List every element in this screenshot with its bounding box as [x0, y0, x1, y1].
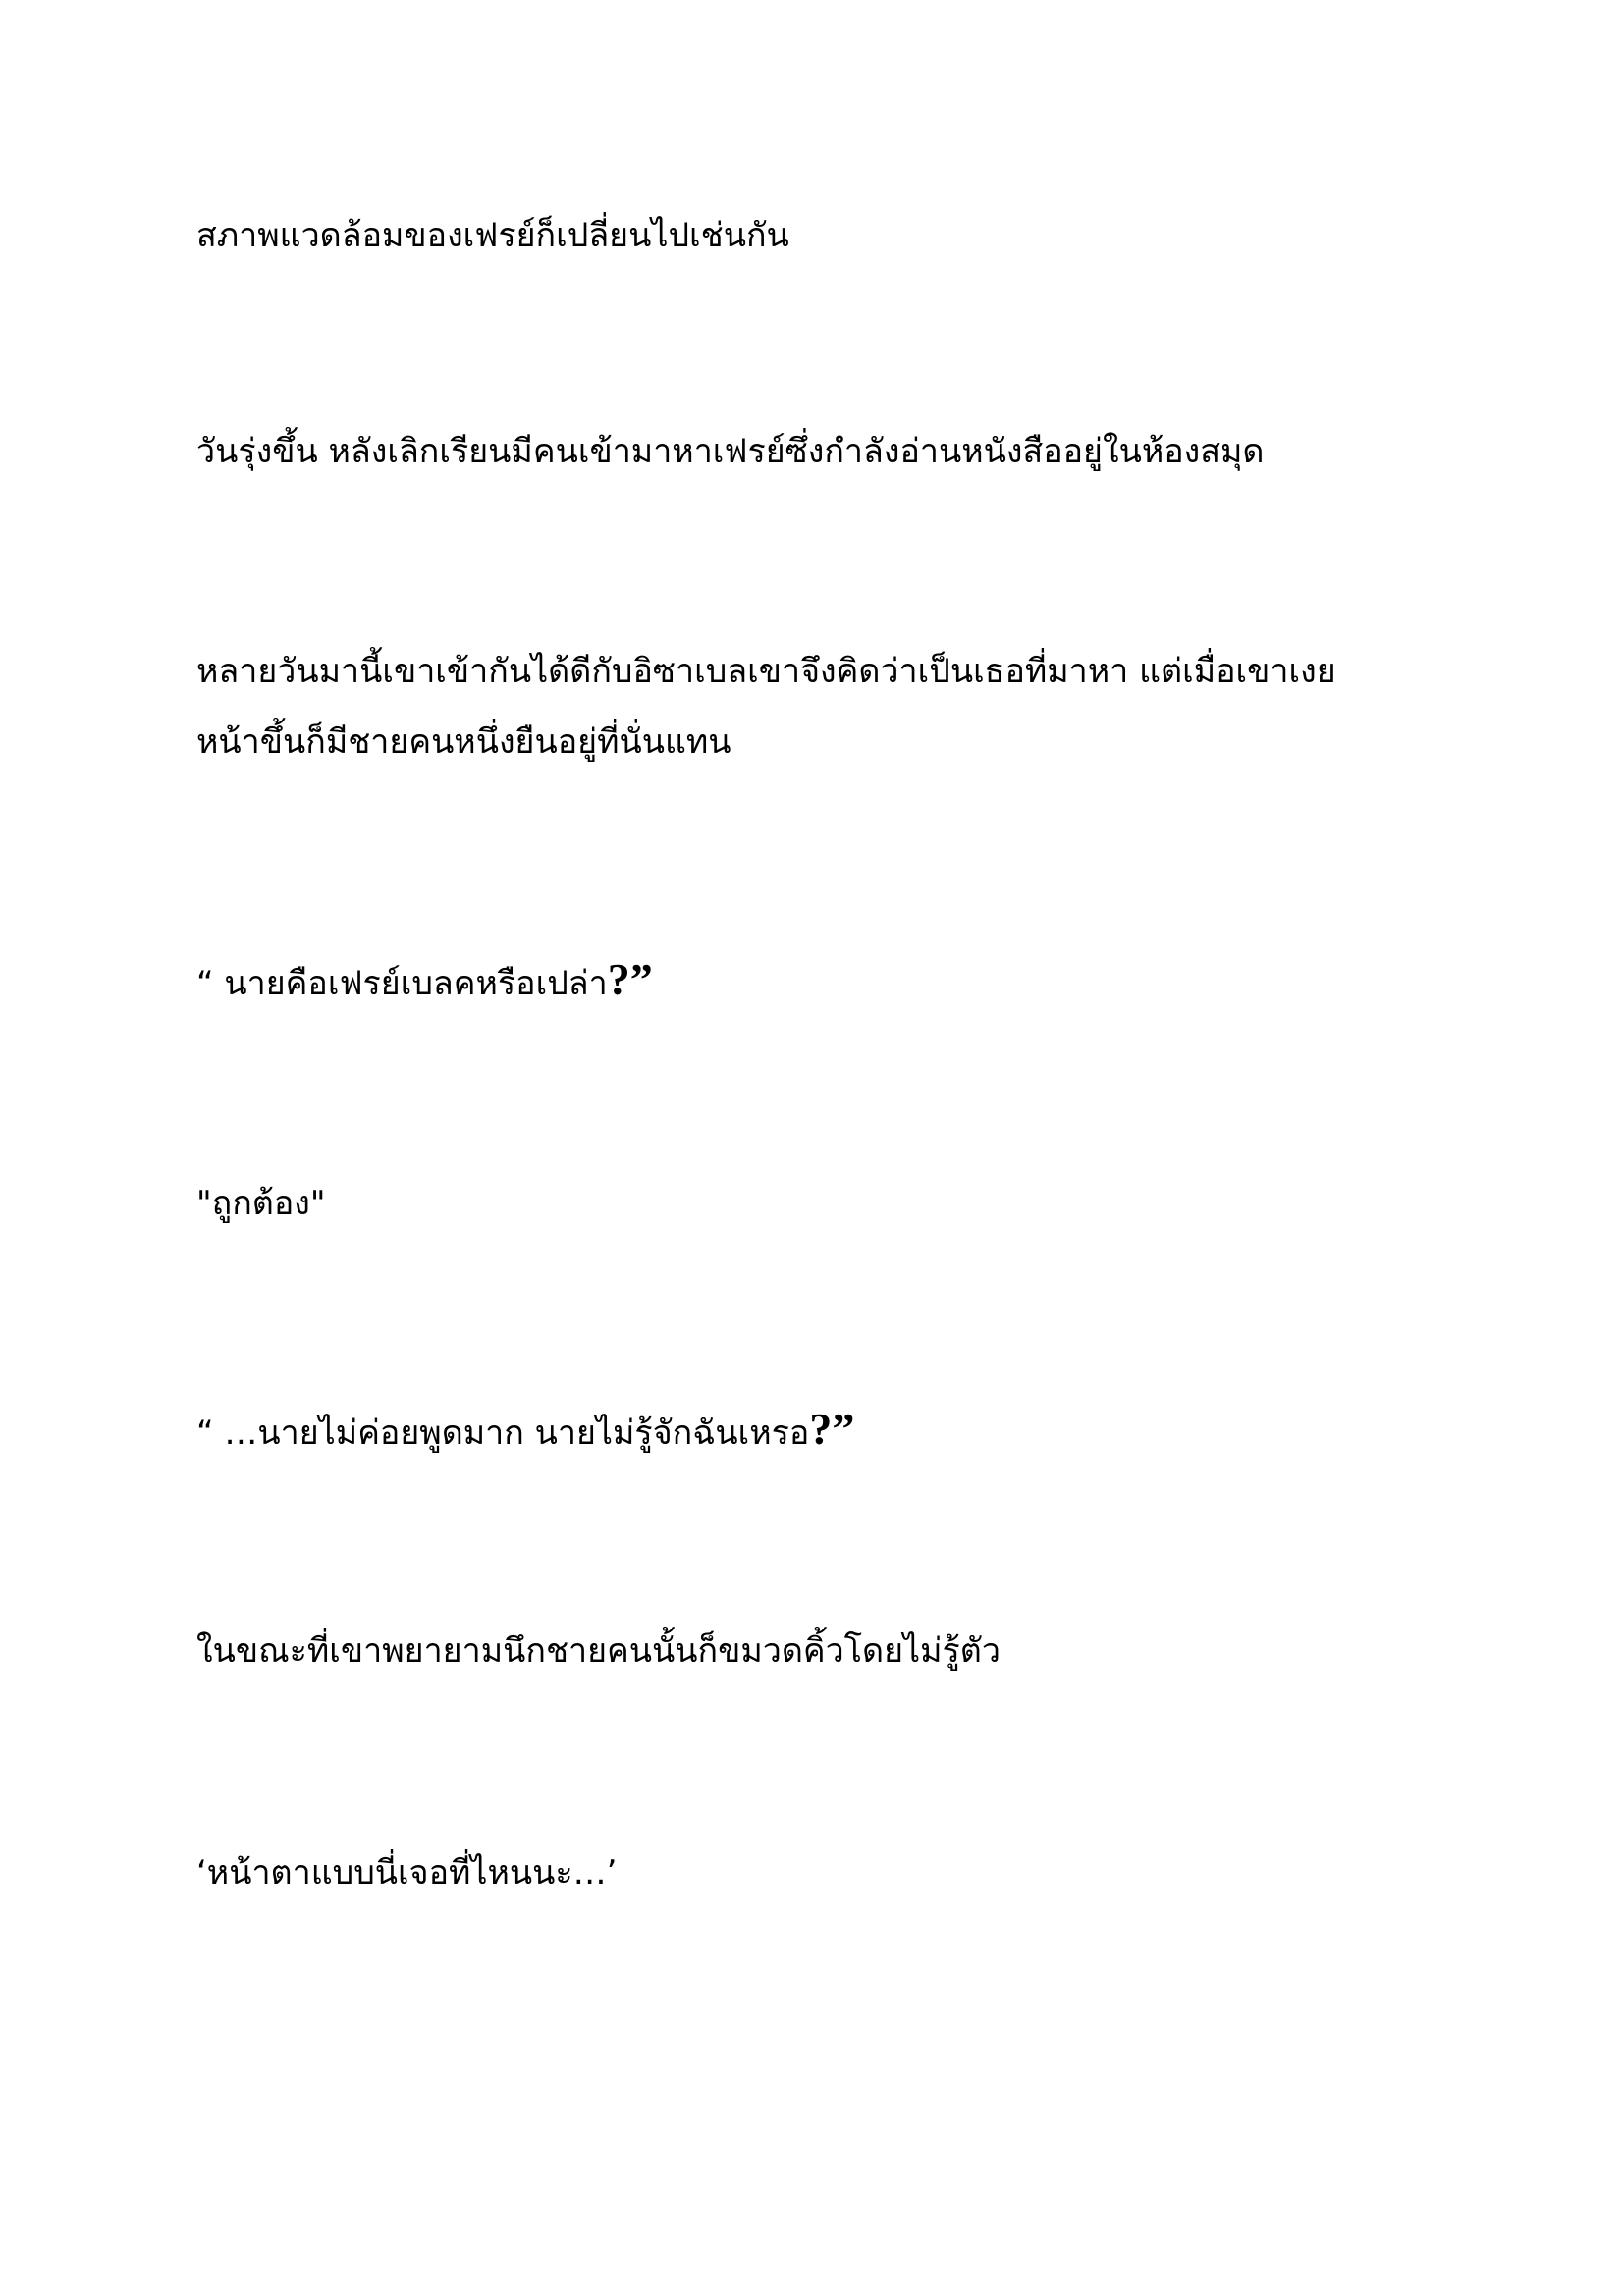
paragraph-text: วันรุ่งขึ้น หลังเลิกเรียนมีคนเข้ามาหาเฟรย์ซึ่งกำลังอ่านหนังสืออยู่ในห้องสมุด — [196, 432, 1265, 471]
dialogue-question-2 — [196, 1394, 1434, 1468]
paragraph-text: สภาพแวดล้อมของเฟรย์ก็เปลี่ยนไปเช่นกัน — [196, 216, 789, 255]
thought-text: ‘หน้าตาแบบนี่เจอที่ไหนนะ…’ — [196, 1853, 618, 1893]
dialogue-question-mark: ?” — [607, 954, 653, 1004]
paragraph-7 — [196, 1616, 1434, 1686]
dialogue-text: “ …นายไม่ค่อยพูดมาก นายไม่รู้จักฉันเหรอ — [196, 1414, 810, 1453]
paragraph-line: หลายวันมานี้เขาเข้ากันได้ดีกับอิซาเบลเขาจึงคิดว่าเป็นเธอที่มาหา แต่เมื่อเขาเงย — [196, 652, 1336, 691]
paragraph-text: ในขณะที่เขาพยายามนึกชายคนนั้นก็ขมวดคิ้วโดยไม่รู้ตัว — [196, 1631, 1001, 1671]
inner-thought — [196, 1838, 1434, 1908]
dialogue-question-1 — [196, 944, 1434, 1019]
paragraph-1 — [196, 200, 1434, 271]
dialogue-question-mark: ?” — [809, 1404, 855, 1454]
paragraph-3 — [196, 636, 1434, 777]
paragraph-2 — [196, 416, 1434, 487]
dialogue-text: “ นายคือเฟรย์เบลคหรือเปล่า — [196, 964, 608, 1003]
paragraph-line: หน้าขึ้นก็มีชายคนหนึ่งยืนอยู่ที่นั่นแทน — [196, 722, 731, 762]
dialogue-answer — [196, 1168, 1434, 1239]
dialogue-text: "ถูกต้อง" — [196, 1184, 326, 1223]
